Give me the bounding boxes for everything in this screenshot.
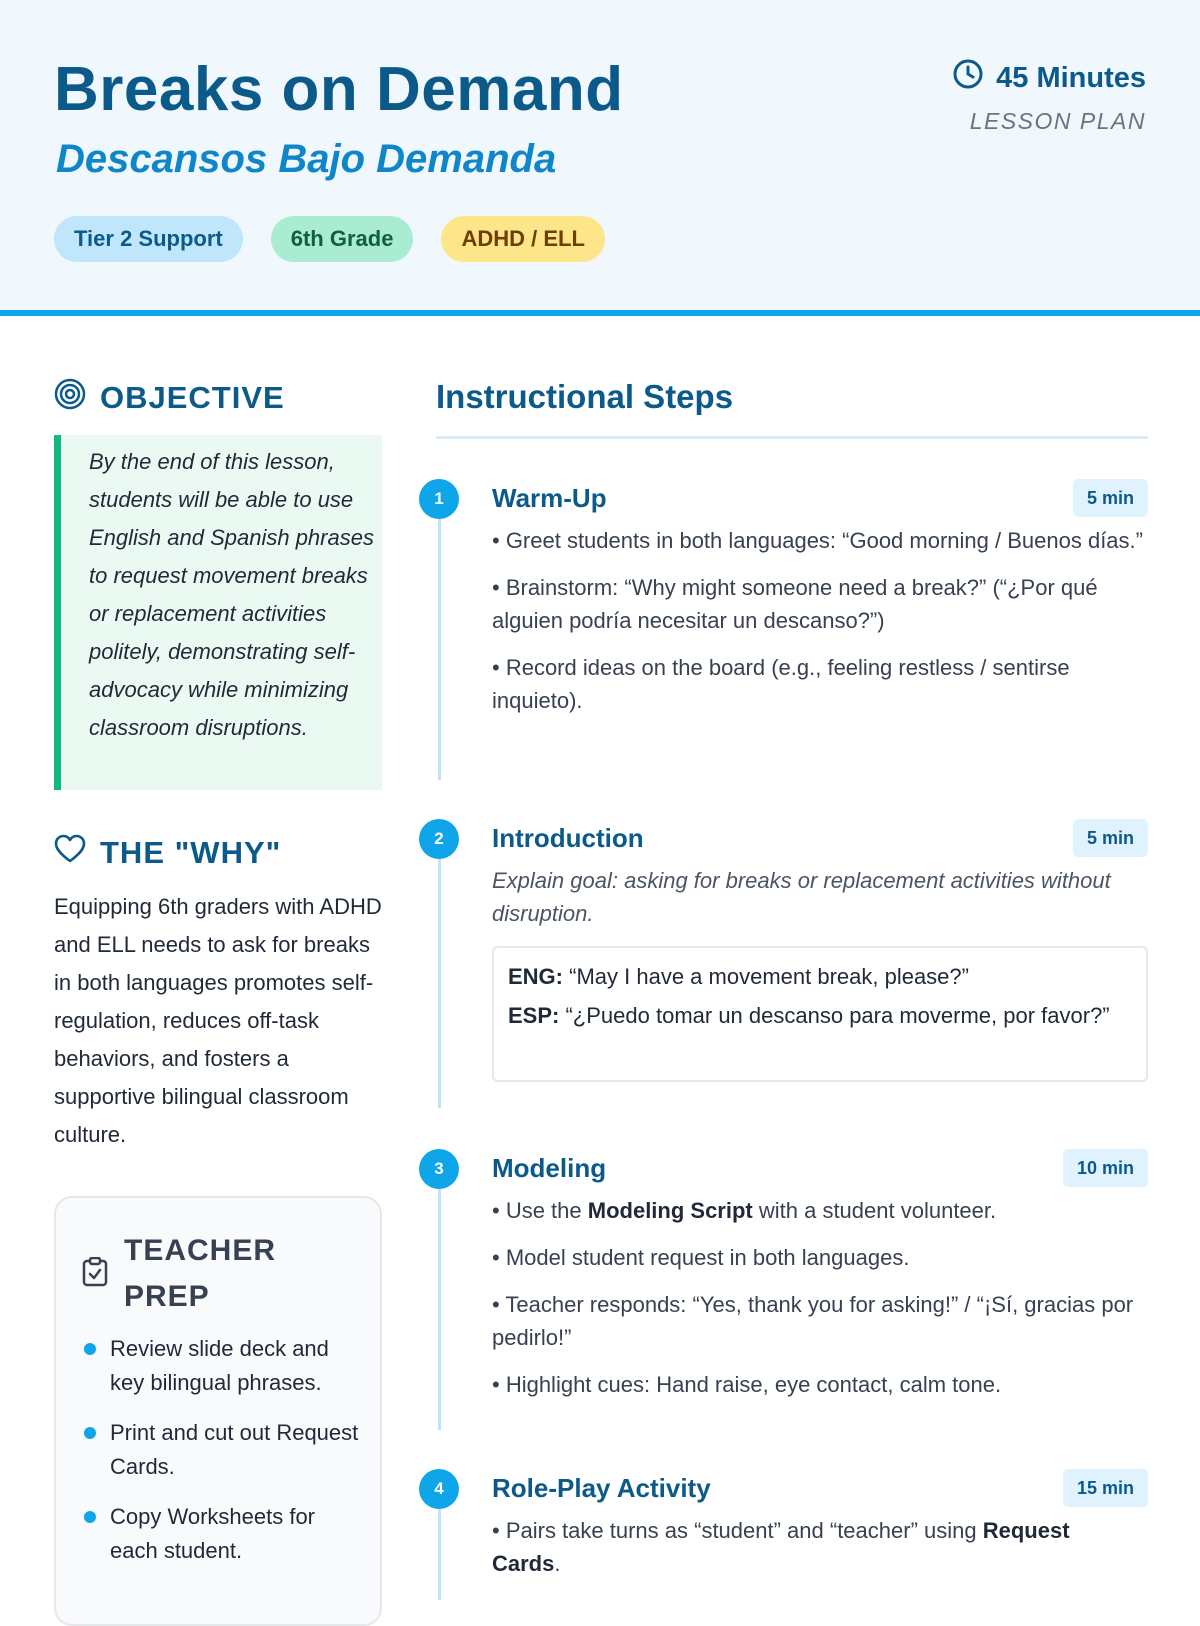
page-title: Breaks on Demand <box>54 55 624 124</box>
step-number: 2 <box>419 819 459 859</box>
tag-grade: 6th Grade <box>271 216 414 262</box>
step-body <box>492 864 1144 944</box>
list-item <box>82 1500 362 1568</box>
step-body <box>492 1194 1144 1415</box>
step-title: Warm-Up <box>492 483 607 513</box>
step-time-badge: 10 min <box>1063 1149 1148 1187</box>
phrase-esp <box>508 999 1132 1032</box>
step-number: 4 <box>419 1469 459 1509</box>
page-subtitle: Descansos Bajo Demanda <box>56 137 557 181</box>
bullet-bold: Request Cards <box>492 1518 1070 1576</box>
objective-text: By the end of this lesson, students will be able to use English and Spanish phrases to request movement breaks or replacement activities politely, demonstrating self-advocacy while minimizing classroom disruptions. <box>54 435 382 790</box>
timeline-line <box>438 518 441 780</box>
step-number: 3 <box>419 1149 459 1189</box>
list-item <box>82 1416 362 1484</box>
timeline-line <box>438 858 441 1108</box>
bullet-dot <box>84 1511 96 1523</box>
objective-heading-label: OBJECTIVE <box>100 380 285 415</box>
step-time-badge: 5 min <box>1073 819 1148 857</box>
prep-heading <box>82 1228 294 1320</box>
target-icon <box>54 378 86 418</box>
bullet-dot <box>84 1343 96 1355</box>
phrase-esp-label: ESP: <box>508 1003 560 1028</box>
step-bullet: • Record ideas on the board (e.g., feeling restless / sentirse inquieto). <box>492 655 1070 713</box>
divider <box>436 436 1148 439</box>
prep-item-text: Review slide deck and key bilingual phrases. <box>110 1336 329 1395</box>
bullet-pre: • Use the <box>492 1198 588 1223</box>
step-time-badge: 15 min <box>1063 1469 1148 1507</box>
bullet-pre: • Pairs take turns as “student” and “teacher” using <box>492 1518 983 1543</box>
phrase-eng-label: ENG: <box>508 964 563 989</box>
phrase-esp-text: “¿Puedo tomar un descanso para moverme, por favor?” <box>565 1003 1110 1028</box>
timeline-line <box>438 1508 441 1600</box>
bullet-dot <box>84 1427 96 1439</box>
tag-tier: Tier 2 Support <box>54 216 243 262</box>
step-title: Modeling <box>492 1153 607 1183</box>
duration <box>952 58 1146 98</box>
prep-title: TEACHER PREP <box>124 1234 277 1313</box>
step-bullet <box>492 1514 1144 1580</box>
heart-icon <box>54 834 86 872</box>
steps-heading: Instructional Steps <box>436 378 734 415</box>
step-bullet: • Highlight cues: Hand raise, eye contact, calm tone. <box>492 1372 1002 1397</box>
step-note: Explain goal: asking for breaks or replacement activities without disruption. <box>492 868 1111 926</box>
timeline-line <box>438 1188 441 1430</box>
objective-heading <box>54 378 285 418</box>
list-item <box>82 1332 362 1400</box>
bullet-bold: Modeling Script <box>587 1198 753 1223</box>
plan-label: LESSON PLAN <box>969 108 1146 134</box>
tag-list <box>54 216 605 262</box>
step-time-badge: 5 min <box>1073 479 1148 517</box>
lesson-header <box>0 0 1200 316</box>
step-title: Introduction <box>492 823 644 853</box>
prep-list <box>82 1332 362 1584</box>
tag-needs: ADHD / ELL <box>441 216 604 262</box>
step-bullet: • Teacher responds: “Yes, thank you for asking!” / “¡Sí, gracias por pedirlo!” <box>492 1292 1134 1350</box>
phrase-eng-text: “May I have a movement break, please?” <box>569 964 969 989</box>
step-body <box>492 524 1144 731</box>
phrase-eng <box>508 960 1132 993</box>
step-bullet: • Greet students in both languages: “Good morning / Buenos días.” <box>492 528 1143 553</box>
phrase-box <box>492 946 1148 1082</box>
clipboard-check-icon <box>82 1257 108 1292</box>
prep-item-text: Print and cut out Request Cards. <box>110 1420 359 1479</box>
prep-item-text: Copy Worksheets for each student. <box>110 1504 316 1563</box>
why-heading <box>54 834 281 872</box>
bullet-post: with a student volunteer. <box>752 1198 997 1223</box>
step-bullet: • Model student request in both languages. <box>492 1245 910 1270</box>
step-number: 1 <box>419 479 459 519</box>
clock-icon <box>952 58 984 98</box>
why-text: Equipping 6th graders with ADHD and ELL needs to ask for breaks in both languages promotes self-regulation, reduces off-task behaviors, and fosters a supportive bilingual classroom culture. <box>54 894 382 1147</box>
bullet-post: . <box>554 1551 561 1576</box>
teacher-prep-card <box>54 1196 382 1626</box>
why-heading-label: THE "WHY" <box>100 835 282 870</box>
step-bullet: • Brainstorm: “Why might someone need a break?” (“¿Por qué alguien podría necesitar un descanso?”) <box>492 575 1098 633</box>
step-title: Role-Play Activity <box>492 1473 711 1503</box>
step-body <box>492 1514 1144 1594</box>
step-bullet <box>492 1194 1144 1227</box>
duration-text: 45 Minutes <box>996 61 1146 94</box>
